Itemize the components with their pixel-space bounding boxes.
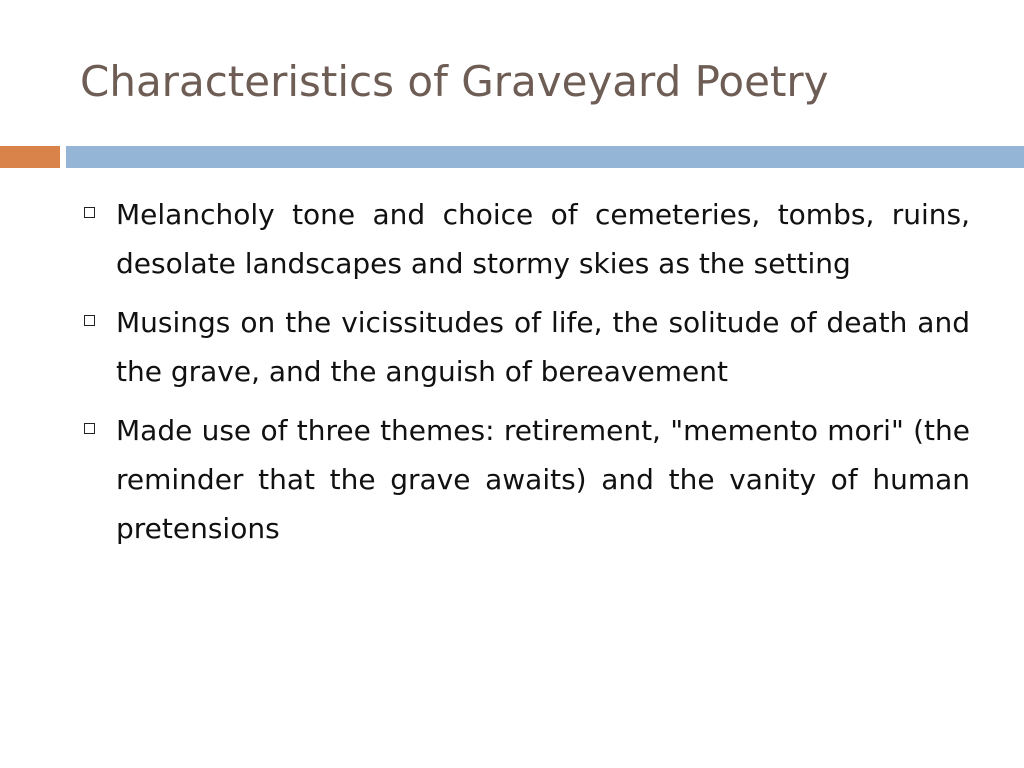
- hollow-square-bullet-icon: [84, 315, 95, 326]
- bullet-list: [80, 190, 970, 563]
- bullet-item-2: [80, 298, 970, 396]
- bullet-item-1: [80, 190, 970, 288]
- title-divider-bar: [66, 146, 1024, 168]
- bullet-text-2: Musings on the vicissitudes of life, the solitude of death and the grave, and the anguish of bereavement: [116, 306, 970, 388]
- bullet-text-3: Made use of three themes: retirement, "memento mori" (the reminder that the grave awaits) and the vanity of human pretensions: [116, 414, 970, 545]
- hollow-square-bullet-icon: [84, 423, 95, 434]
- hollow-square-bullet-icon: [84, 207, 95, 218]
- title-accent-bar: [0, 146, 60, 168]
- bullet-item-3: [80, 406, 970, 553]
- bullet-text-1: Melancholy tone and choice of cemeteries, tombs, ruins, desolate landscapes and stormy skies as the setting: [116, 198, 970, 280]
- slide-title: Characteristics of Graveyard Poetry: [80, 57, 829, 106]
